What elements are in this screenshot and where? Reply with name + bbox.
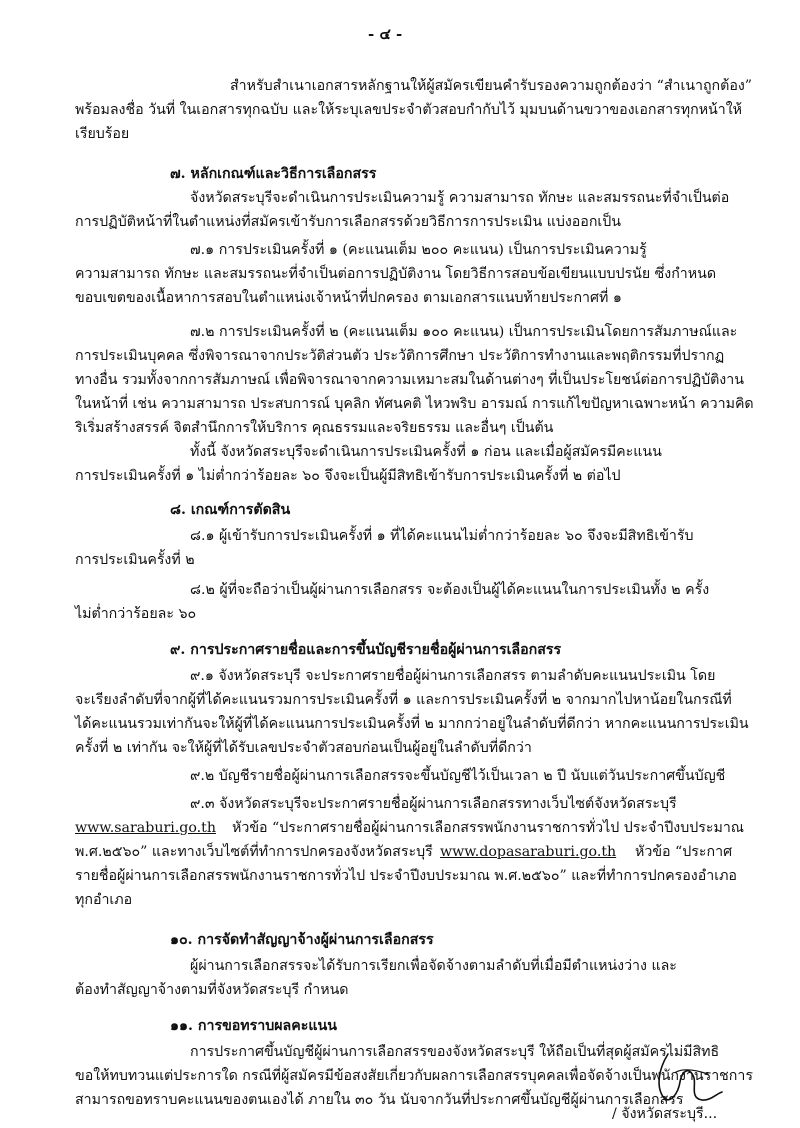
paragraph-line: หัวข้อ “ประกาศรายชื่อผู้ผ่านการเลือกสรรพนักงานราชการทั่วไป ประจำปีงบประมาณ — [232, 820, 744, 836]
paragraph-line: ๗.๑ การประเมินครั้งที่ ๑ (คะแนนเต็ม ๒๐๐ คะแนน) เป็นการประเมินความรู้ — [190, 242, 647, 258]
paragraph-line: จังหวัดสระบุรีจะดำเนินการประเมินความรู้ ความสามารถ ทักษะ และสมรรถนะที่จำเป็นต่อ — [190, 190, 730, 206]
continuation-note: / จังหวัดสระบุรี... — [612, 1106, 718, 1122]
paragraph-line: ต้องทำสัญญาจ้างตามที่จังหวัดสระบุรี กำหนด — [75, 982, 349, 998]
paragraph-line: ๘.๒ ผู้ที่จะถือว่าเป็นผู้ผ่านการเลือกสรร จะต้องเป็นผู้ได้คะแนนในการประเมินทั้ง ๒ ครั้ง — [190, 582, 710, 598]
section-heading-7: ๗. หลักเกณฑ์และวิธีการเลือกสรร — [170, 166, 377, 182]
section-heading-8: ๘. เกณฑ์การตัดสิน — [170, 502, 291, 518]
paragraph-line: ทั้งนี้ จังหวัดสระบุรีจะดำเนินการประเมินครั้งที่ ๑ ก่อน และเมื่อผู้สมัครมีคะแนน — [190, 444, 662, 460]
paragraph-line: ๗.๒ การประเมินครั้งที่ ๒ (คะแนนเต็ม ๑๐๐ คะแนน) เป็นการประเมินโดยการสัมภาษณ์และ — [190, 324, 738, 340]
handwritten-signature — [650, 1048, 730, 1108]
paragraph-line: สามารถขอทราบคะแนนของตนเองได้ ภายใน ๓๐ วัน นับจากวันที่ประกาศขึ้นบัญชีผู้ผ่านการเลือกสรร — [75, 1092, 684, 1108]
dopasaraburi-website-link[interactable]: www.dopasaraburi.go.th — [440, 844, 617, 860]
paragraph-line: ได้คะแนนรวมเท่ากันจะให้ผู้ที่ได้คะแนนการประเมินครั้งที่ ๒ มากกว่าอยู่ในลำดับที่ดีกว่า หากคะแนนการประเมิน — [75, 716, 749, 732]
paragraph-line: ริเริ่มสร้างสรรค์ จิตสำนึกการให้บริการ คุณธรรมและจริยธรรม และอื่นๆ เป็นต้น — [75, 420, 554, 436]
paragraph-line: สำหรับสำเนาเอกสารหลักฐานให้ผู้สมัครเขียนคำรับรองความถูกต้องว่า “สำเนาถูกต้อง” — [230, 78, 753, 94]
paragraph-line: เรียบร้อย — [75, 126, 130, 142]
paragraph-line: การประเมินบุคคล ซึ่งพิจารณาจากประวัติส่วนตัว ประวัติการศึกษา ประวัติการทำงานและพฤติกรรมที่ปรากฏ — [75, 348, 725, 364]
paragraph-line: ๙.๒ บัญชีรายชื่อผู้ผ่านการเลือกสรรจะขึ้นบัญชีไว้เป็นเวลา ๒ ปี นับแต่วันประกาศขึ้นบัญชี — [190, 768, 726, 784]
paragraph-line: ๙.๓ จังหวัดสระบุรีจะประกาศรายชื่อผู้ผ่านการเลือกสรรทางเว็บไซต์จังหวัดสระบุรี — [190, 796, 677, 812]
paragraph-line: ผู้ผ่านการเลือกสรรจะได้รับการเรียกเพื่อจัดจ้างตามลำดับที่เมื่อมีตำแหน่งว่าง และ — [190, 958, 677, 974]
paragraph-line: ๙.๑ จังหวัดสระบุรี จะประกาศรายชื่อผู้ผ่านการเลือกสรร ตามลำดับคะแนนประเมิน โดย — [190, 668, 716, 684]
paragraph-line: จะเรียงลำดับที่จากผู้ที่ได้คะแนนรวมการประเมินครั้งที่ ๑ และการประเมินครั้งที่ ๒ จากมากไปหาน้อยในกรณีที่ — [75, 692, 732, 708]
section-heading-11: ๑๑. การขอทราบผลคะแนน — [170, 1018, 337, 1034]
saraburi-website-link[interactable]: www.saraburi.go.th — [75, 820, 217, 836]
paragraph-line: ครั้งที่ ๒ เท่ากัน จะให้ผู้ที่ได้รับเลขประจำตัวสอบก่อนเป็นผู้อยู่ในลำดับที่ดีกว่า — [75, 740, 532, 756]
paragraph-line: หัวข้อ “ประกาศ — [635, 844, 733, 860]
paragraph-line: ในหน้าที่ เช่น ความสามารถ ประสบการณ์ บุคลิก ทัศนคติ ไหวพริบ อารมณ์ การแก้ไขปัญหาเฉพาะหน้า ความคิด — [75, 396, 754, 412]
section-heading-10: ๑๐. การจัดทำสัญญาจ้างผู้ผ่านการเลือกสรร — [170, 932, 434, 948]
paragraph-line: การประเมินครั้งที่ ๒ — [75, 552, 195, 568]
paragraph-line: ทางอื่น รวมทั้งจากการสัมภาษณ์ เพื่อพิจารณาจากความเหมาะสมในด้านต่างๆ ที่เป็นประโยชน์ต่อการปฏิบัติงาน — [75, 372, 744, 388]
paragraph-line: การประกาศขึ้นบัญชีผู้ผ่านการเลือกสรรของจังหวัดสระบุรี ให้ถือเป็นที่สุดผู้สมัครไม่มีสิทธิ — [190, 1044, 720, 1060]
section-heading-9: ๙. การประกาศรายชื่อและการขึ้นบัญชีรายชื่อผู้ผ่านการเลือกสรร — [170, 642, 562, 658]
paragraph-line: ทุกอำเภอ — [75, 892, 133, 908]
paragraph-line: ขอบเขตของเนื้อหาการสอบในตำแหน่งเจ้าหน้าที่ปกครอง ตามเอกสารแนบท้ายประกาศที่ ๑ — [75, 290, 622, 306]
paragraph-line: การปฏิบัติหน้าที่ในตำแหน่งที่สมัครเข้ารับการเลือกสรรด้วยวิธีการการประเมิน แบ่งออกเป็น — [75, 214, 621, 230]
paragraph-line: ๘.๑ ผู้เข้ารับการประเมินครั้งที่ ๑ ที่ได้คะแนนไม่ต่ำกว่าร้อยละ ๖๐ จึงจะมีสิทธิเข้ารับ — [190, 528, 694, 544]
paragraph-line: พร้อมลงชื่อ วันที่ ในเอกสารทุกฉบับ และให้ระบุเลขประจำตัวสอบกำกับไว้ มุมบนด้านขวาของเอกสารทุกหน้าให้ — [75, 102, 743, 118]
page-number: - ๔ - — [368, 25, 403, 43]
paragraph-line: ขอให้ทบทวนแต่ประการใด กรณีที่ผู้สมัครมีข้อสงสัยเกี่ยวกับผลการเลือกสรรบุคคลเพื่อจัดจ้างเป็นพนักงานราชการ — [75, 1068, 753, 1084]
paragraph-line: การประเมินครั้งที่ ๑ ไม่ต่ำกว่าร้อยละ ๖๐ จึงจะเป็นผู้มีสิทธิเข้ารับการประเมินครั้งที่ ๒ ต่อไป — [75, 468, 621, 484]
paragraph-line: ไม่ต่ำกว่าร้อยละ ๖๐ — [75, 606, 197, 622]
paragraph-line: ความสามารถ ทักษะ และสมรรถนะที่จำเป็นต่อการปฏิบัติงาน โดยวิธีการสอบข้อเขียนแบบปรนัย ซึ่งกำหนด — [75, 266, 717, 282]
paragraph-line: พ.ศ.๒๕๖๐” และทางเว็บไซต์ที่ทำการปกครองจังหวัดสระบุรี — [75, 844, 433, 860]
paragraph-line: รายชื่อผู้ผ่านการเลือกสรรพนักงานราชการทั่วไป ประจำปีงบประมาณ พ.ศ.๒๕๖๐” และที่ทำการปกครองอำเภอ — [75, 868, 737, 884]
